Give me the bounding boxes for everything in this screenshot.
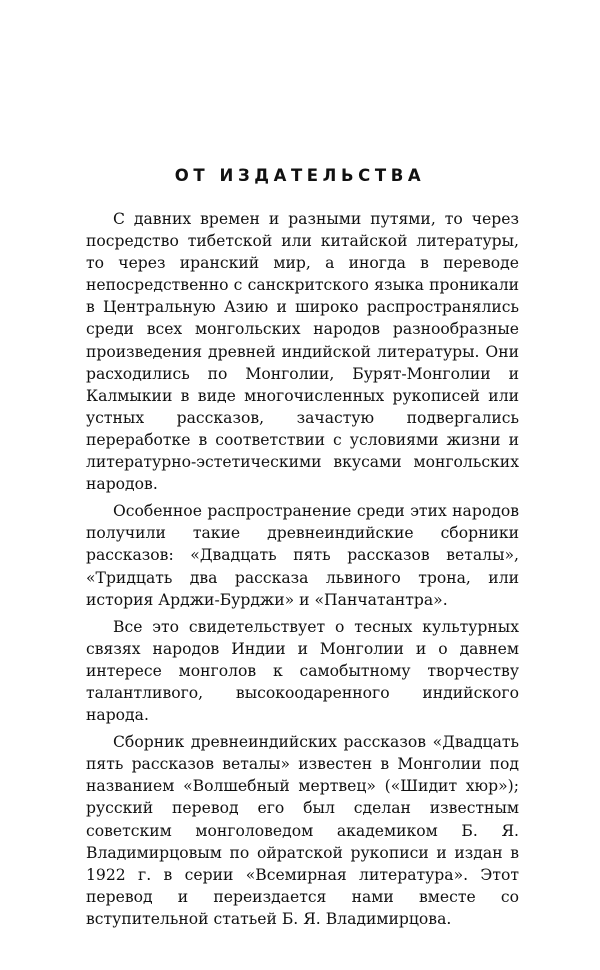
- paragraph-4: Сборник древнеиндийских рассказов «Двадцать пять рассказов веталы» известен в Монголии под названием «Волшебный мертвец» («Шидит хюр»); русский перевод его был сделан известным советским монголоведом академиком Б. Я. Владимирцовым по ойратской рукописи и издан в 1922 г. в серии «Всемирная литература». Этот перевод и переиздается нами вместе со вступительной статьей Б. Я. Владимирцова.: [86, 733, 519, 928]
- publisher-note-body: [86, 208, 519, 935]
- paragraph-2: Особенное распространение среди этих народов получили такие древнеиндийские сборники рассказов: «Двадцать пять рассказов веталы», «Тридцать два рассказа львиного трона, или история Арджи-Бурджи» и «Панчатантра».: [86, 502, 519, 609]
- page-title: ОТ ИЗДАТЕЛЬСТВА: [174, 166, 426, 185]
- paragraph-3: Все это свидетельствует о тесных культурных связях народов Индии и Монголии и о давнем интересе монголов к самобытному творчеству талантливого, высокоодаренного индийского народа.: [86, 617, 519, 725]
- paragraph-1: С давних времен и разными путями, то через посредство тибетской или китайской литературы, то через иранский мир, а иногда в переводе непосредственно с санскритского языка проникали в Центральную Азию и широко распространялись среди всех монгольских народов разнообразные произведения древней индийской литературы. Они расходились по Монголии, Бурят-Монголии и Калмыкии в виде многочисленных рукописей или устных рассказов, зачастую подвергались переработке в соответствии с условиями жизни и литературно-эстетическими вкусами монгольских народов.: [86, 210, 519, 494]
